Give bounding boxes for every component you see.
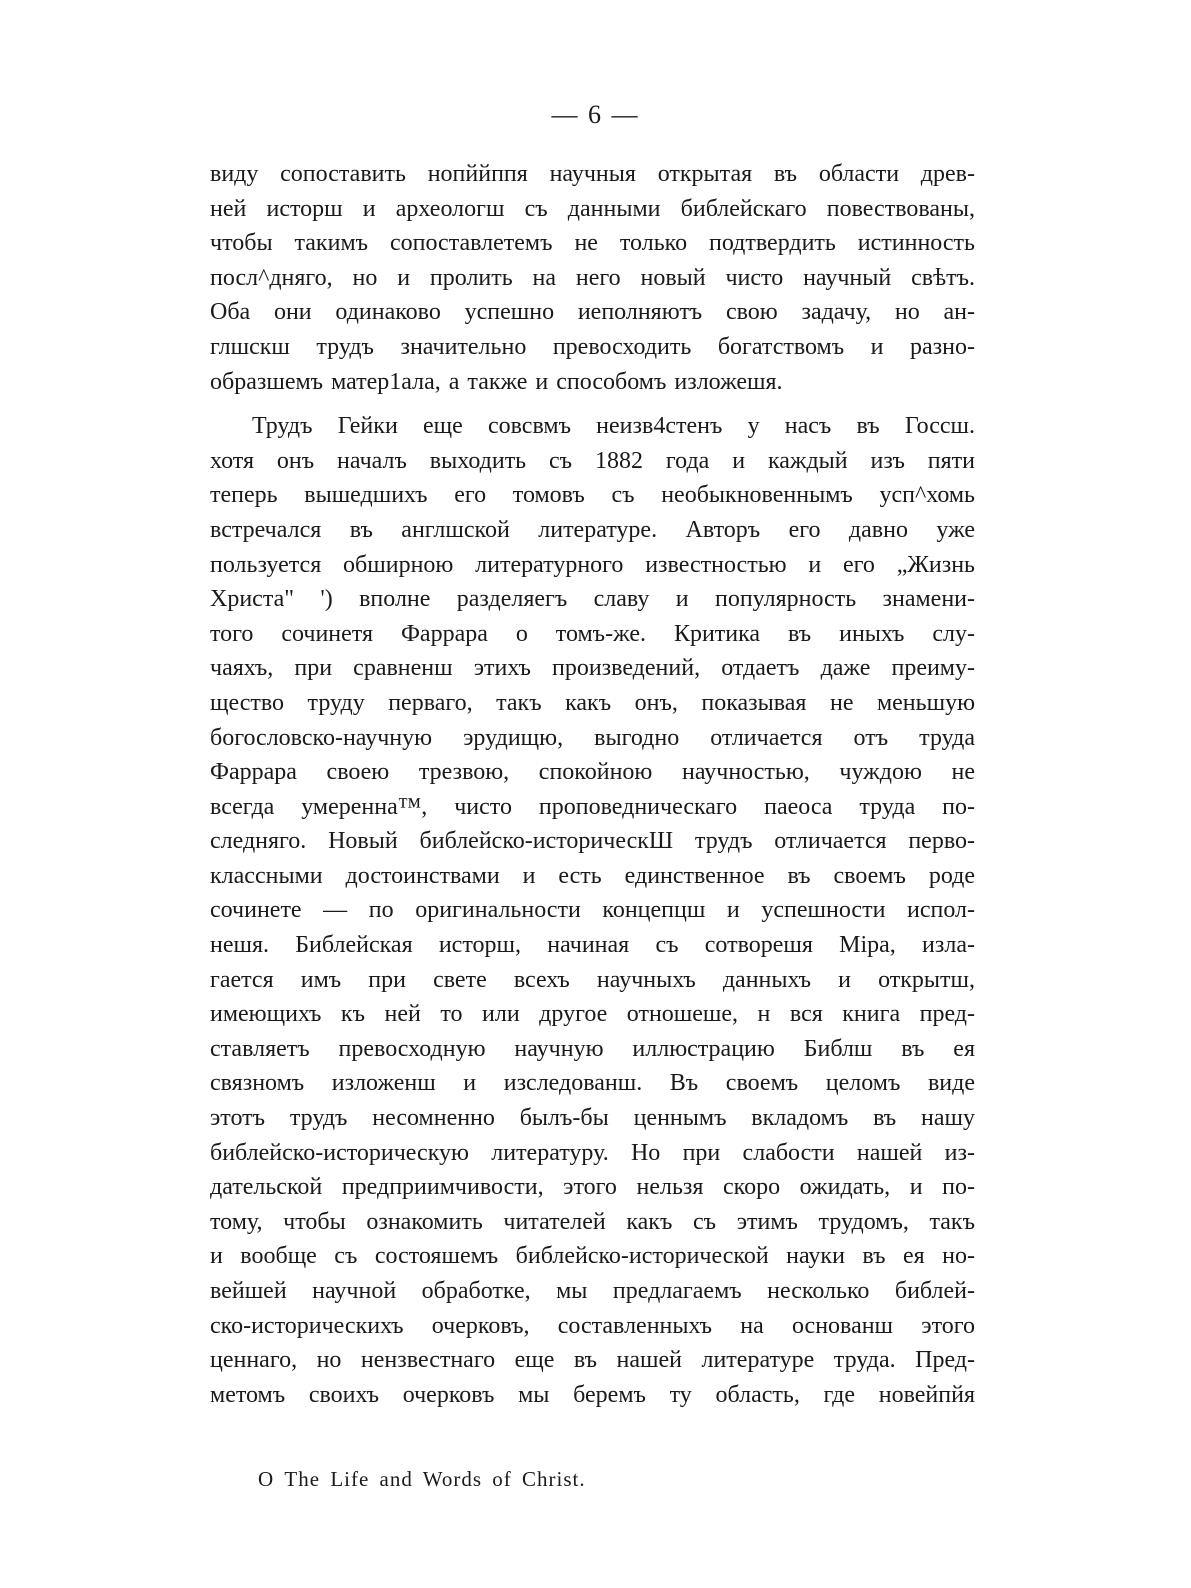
text-line: библейско-историческую литературу. Но при слабости нашей из- [210,1139,975,1166]
text-line: чтобы такимъ сопоставлетемъ не только подтвердить истинность [210,230,975,257]
text-line: сочинете — по оригинальности концепцш и успешности испол- [210,897,975,924]
text-line: гается имъ при свете всехъ научныхъ данныхъ и открытш, [210,966,975,993]
text-line: этотъ трудъ несомненно былъ-бы ценнымъ вкладомъ въ нашу [210,1105,975,1132]
text-line: ско-историческихъ очерковъ, составленныхъ на основанш этого [210,1312,975,1339]
text-line: тому, чтобы ознакомить читателей какъ съ этимъ трудомъ, такъ [210,1208,975,1235]
text-line: нешя. Библейская исторш, начиная съ сотворешя Мiра, изла- [210,932,975,959]
text-line: того сочинетя Фаррара о томъ-же. Критика въ иныхъ слу- [210,620,975,647]
text-line: глшскш трудъ значительно превосходить богатствомъ и разно- [210,333,975,360]
text-line: образшемъ матер1ала, а также и способомъ изложешя. [210,368,783,395]
paragraph-2 [210,409,975,1412]
text-line: ставляетъ превосходную научную иллюстрацию Библш въ ея [210,1035,975,1062]
text-line: Фаррара своею трезвою, спокойною научностью, чуждою не [210,759,975,786]
text-line: дательской предприимчивости, этого нельзя скоро ожидать, и по- [210,1174,975,1201]
text-line: Оба они одинаково успешно иеполняютъ свою задачу, но ан- [210,299,975,326]
text-line: имеющихъ къ ней то или другое отношеше, н вся книга пред- [210,1001,975,1028]
text-line: хотя онъ началъ выходить съ 1882 года и каждый изъ пяти [210,447,975,474]
body-text [210,157,975,1412]
text-line: Христа" ') вполне разделяегъ славу и популярность знамени- [210,586,975,613]
text-line: встречался въ англшской литературе. Авторъ его давно уже [210,516,975,543]
text-line: ней исторш и археологш съ данными библейскаго повествованы, [210,195,975,222]
text-line: вейшей научной обработке, мы предлагаемъ несколько библей- [210,1278,975,1304]
text-line: чаяхъ, при сравненш этихъ произведений, отдаетъ даже преиму- [210,655,975,682]
text-line: виду сопоставить нопййппя научныя открытая въ области древ- [210,161,975,187]
text-line: богословско-научную эрудищю, выгодно отличается отъ труда [210,724,975,751]
text-line: классными достоинствами и есть единственное въ своемъ роде [210,862,975,889]
text-line: пользуется обширною литературного известностью и его „Жизнь [210,551,975,578]
text-line: следняго. Новый библейско-историческШ трудъ отличается перво- [210,828,975,855]
text-line: Трудъ Гейки еще совсвмъ неизв4стенъ у насъ въ Госсш. [252,413,975,440]
text-line: и вообще съ состояшемъ библейско-исторической науки въ ея но- [210,1243,975,1270]
text-line: ценнаго, но нензвестнаго еще въ нашей литературе труда. Пред- [210,1347,975,1374]
page-number: — 6 — [551,100,640,129]
footnote: О The Life and Words of Christ. [258,1467,586,1491]
text-line: всегда умеренна™, чисто проповедническаго паеоса труда по- [210,793,975,820]
text-line: посл^дняго, но и пролить на него новый чисто научный свѣтъ. [210,264,975,291]
paragraph-gap [210,399,975,409]
paragraph-1 [210,157,975,399]
text-line: метомъ своихъ очерковъ мы беремъ ту область, где новейпйя [210,1381,975,1408]
text-line: связномъ изложенш и изследованш. Въ своемъ целомъ виде [210,1070,975,1097]
text-line: теперь вышедшихъ его томовъ съ необыкновеннымъ усп^хомь [210,482,975,509]
text-line: щество труду перваго, такъ какъ онъ, показывая не меньшую [210,689,975,716]
